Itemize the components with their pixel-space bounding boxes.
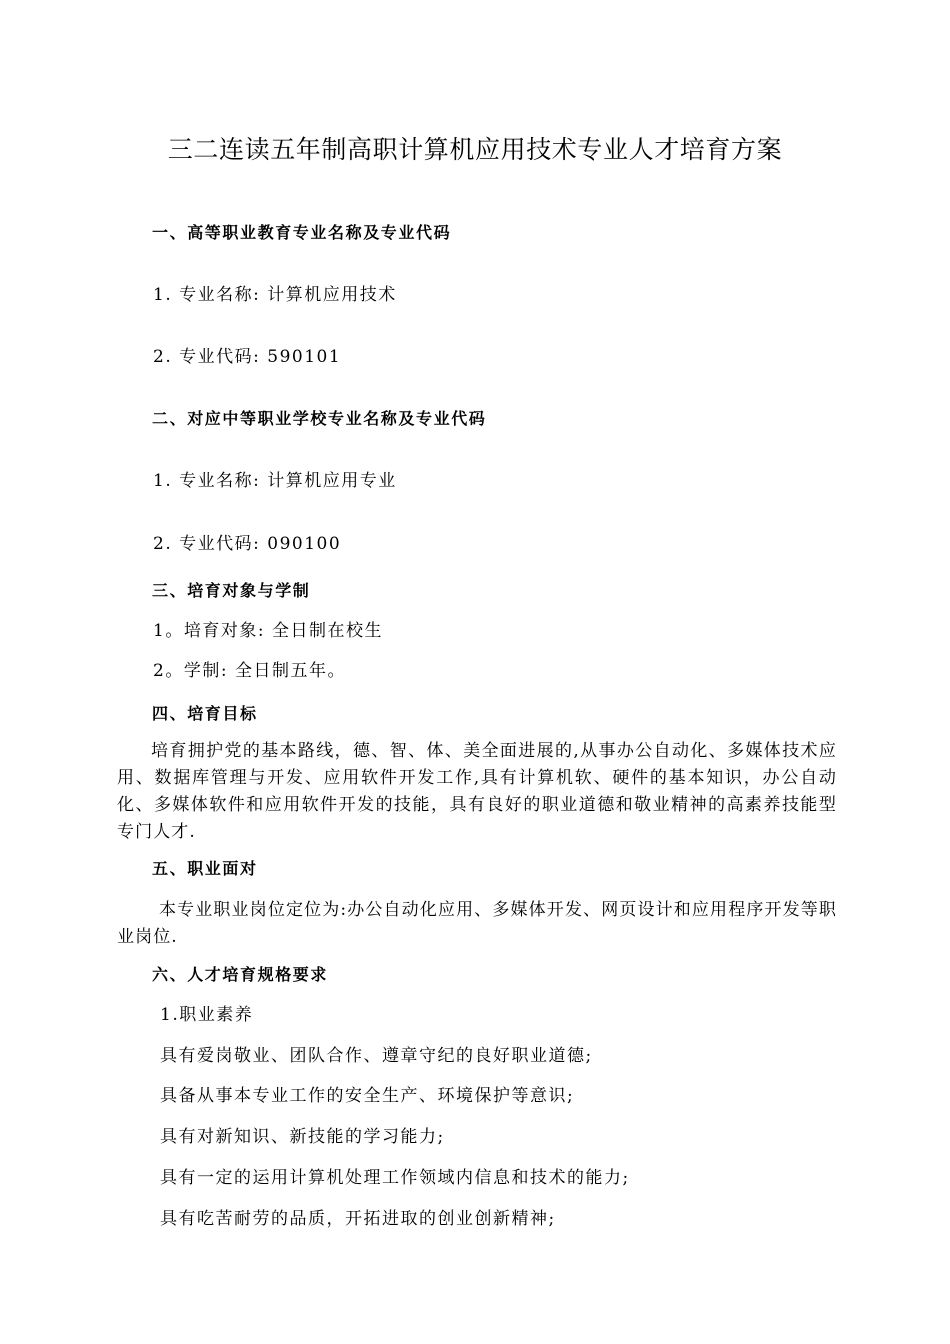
section-1-heading: 一、高等职业教育专业名称及专业代码 (152, 223, 452, 242)
section-3-item-1: 1。培育对象: 全日制在校生 (153, 621, 383, 641)
list-item: 具有对新知识、新技能的学习能力; (160, 1127, 445, 1147)
section-3-item-2: 2。学制: 全日制五年。 (153, 661, 346, 681)
section-2-item-1: 1. 专业名称: 计算机应用专业 (153, 471, 397, 491)
section-6-heading: 六、人才培育规格要求 (152, 965, 329, 984)
list-item: 具有吃苦耐劳的品质，开拓进取的创业创新精神; (160, 1209, 556, 1229)
section-6-subheading: 1.职业素养 (160, 1005, 254, 1025)
section-2-item-2: 2. 专业代码: 090100 (153, 534, 342, 554)
section-1-item-2: 2. 专业代码: 590101 (153, 347, 342, 367)
section-3-heading: 三、培育对象与学制 (152, 581, 311, 600)
section-2-heading: 二、对应中等职业学校专业名称及专业代码 (152, 409, 487, 428)
list-item: 具有一定的运用计算机处理工作领域内信息和技术的能力; (160, 1168, 630, 1188)
list-item: 具备从事本专业工作的安全生产、环境保护等意识; (160, 1086, 575, 1106)
section-1-item-1: 1. 专业名称: 计算机应用技术 (153, 285, 397, 305)
document-title: 三二连读五年制高职计算机应用技术专业人才培育方案 (167, 135, 783, 164)
section-4-body: 培育拥护党的基本路线，德、智、体、美全面进展的,从事办公自动化、多媒体技术应用、数据库管理与开发、应用软件开发工作,具有计算机软、硬件的基本知识，办公自动化、多媒体软件和应用软件开发的技能，具有良好的职业道德和敬业精神的高素养技能型专门人才. (117, 741, 837, 842)
section-5-body: 本专业职业岗位定位为:办公自动化应用、多媒体开发、网页设计和应用程序开发等职业岗位. (117, 900, 837, 947)
section-5-heading: 五、职业面对 (152, 859, 258, 878)
list-item: 具有爱岗敬业、团队合作、遵章守纪的良好职业道德; (160, 1046, 593, 1066)
section-4-heading: 四、培育目标 (152, 704, 258, 723)
